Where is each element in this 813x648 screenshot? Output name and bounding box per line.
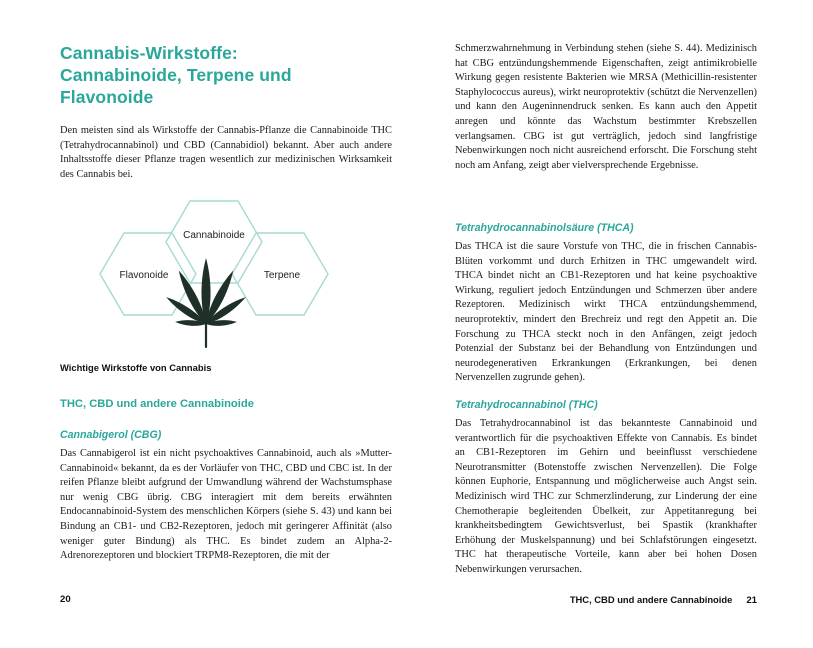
page-title-line-1: Cannabis-Wirkstoffe: [60, 43, 238, 63]
footer-right [455, 594, 757, 606]
running-header: THC, CBD und andere Cannabinoide [569, 594, 733, 605]
intro-paragraph: Den meisten sind als Wirkstoffe der Cannabis-Pflanze die Cannabinoide THC (Tetrahydrocannabinol) und CBD (Cannabidiol) bekannt. Aber auch andere Inhaltsstoffe dieser Pflanze tragen wesentlich zur medizinischen Wirksamkeit des Cannabis bei. [60, 125, 392, 180]
page-title [60, 42, 360, 108]
thca-paragraph: Das THCA ist die saure Vorstufe von THC, die in frischen Cannabis-Blüten vorkommt und durch Erhitzen in THC umgewandelt wird. THCA bindet nicht an CB1-Rezeptoren und hat keine psychoaktive Wirkung, reguliert jedoch Entzündungen und Schmerzen über andere Rezeptoren. Medizinisch wirkt THCA entzündungshemmend, neuroprotektiv, mindert den Brechreiz und regt den Appetit an. Die Forschung zu THCA steckt noch in den Anfängen, zeigt jedoch Potenzial der Substanz bei der Behandlung von Entzündungen und neurodegenerativen Erkrankungen (Erkrankungen, bei denen Nervenzellen zugrunde gehen). [455, 241, 757, 384]
page-right [455, 0, 757, 648]
hexagon-terpene-label: Terpene [263, 270, 301, 281]
page-title-line-3: Flavonoide [60, 87, 154, 107]
page-title-line-2: Cannabinoide, Terpene und [60, 65, 292, 85]
cbg-continuation-paragraph: Schmerzwahrnehmung in Verbindung stehen (siehe S. 44). Medizinisch hat CBG entzündungshemmende Eigenschaften, zeigt antimikrobielle Wirkung gegen resistente Bakterien wie MRSA (Methicillin-resistenter Staphylococcus aureus), wirkt neuroprotektiv (schützt die Nervenzellen) und kann den Augeninnendruck senken. Es kann auch den Appetit anregen und könnte das Wachstum bestimmter Krebszellen verlangsamen. CBG ist gut verträglich, jedoch sind langfristige Nebenwirkungen noch nicht ausreichend erforscht. Die Forschung steht noch am Anfang, zeigt aber vielversprechende Ergebnisse. [455, 43, 757, 171]
hexagon-cannabinoide [166, 201, 262, 283]
hexagon-cannabinoide-label: Cannabinoide [183, 230, 245, 241]
hexagon-flavonoide-label: Flavonoide [119, 270, 169, 281]
page-left [60, 0, 392, 648]
diagram-svg [60, 196, 392, 356]
diagram-caption: Wichtige Wirkstoffe von Cannabis [60, 362, 212, 373]
sub-heading-thc: Tetrahydrocannabinol (THC) [455, 399, 598, 411]
page-number-right: 21 [746, 595, 757, 606]
section-heading-cannabinoide: THC, CBD und andere Cannabinoide [60, 398, 254, 410]
sub-heading-cbg: Cannabigerol (CBG) [60, 429, 162, 441]
sub-heading-thca: Tetrahydrocannabinolsäure (THCA) [455, 222, 634, 234]
thc-paragraph: Das Tetrahydrocannabinol ist das bekannteste Cannabinoid und verantwortlich für die psychoaktiven Effekte von Cannabis. Es bindet an CB1-Rezeptoren im Gehirn und beeinflusst verschiedene Neurotransmitter (Botenstoffe zwischen Nervenzellen). Die Folge können Euphorie, Entspannung und möglicherweise auch Angst sein. Medizinisch wird THC zur Schmerzlinderung, zur Linderung der eine Chemotherapie begleitenden Übelkeit, zur Appetitanregung bei krankheitsbedingtem Gewichtsverlust, bei Spastik (krankhafter Erhöhung der Muskelspannung) und bei Schlafstörungen eingesetzt. THC hat therapeutische Vorteile, kann aber bei hohen Dosen Nebenwirkungen verursachen. [455, 418, 757, 575]
cannabis-leaf-icon [164, 258, 248, 348]
cbg-paragraph: Das Cannabigerol ist ein nicht psychoaktives Cannabinoid, auch als »Mutter-Cannabinoid« bekannt, da es der Vorläufer von THC, CBD und CBC ist. In der reifen Pflanze bleibt aufgrund der Umwandlung während der Wachstumsphase nur wenig CBG übrig. CBG interagiert mit dem bereits erwähnten Endocannabinoid-System des menschlichen Körpers (siehe S. 43) und kann bei Bindung an CB1- und CB2-Rezeptoren, jedoch mit geringerer Affinität (also weniger guter Bindung) als THC. Es bindet zudem an Alpha-2-Adrenorezeptoren und blockiert TRPM8-Rezeptoren, die mit der [60, 448, 392, 562]
page-number-left: 20 [60, 594, 71, 605]
cannabis-components-diagram [60, 196, 392, 356]
